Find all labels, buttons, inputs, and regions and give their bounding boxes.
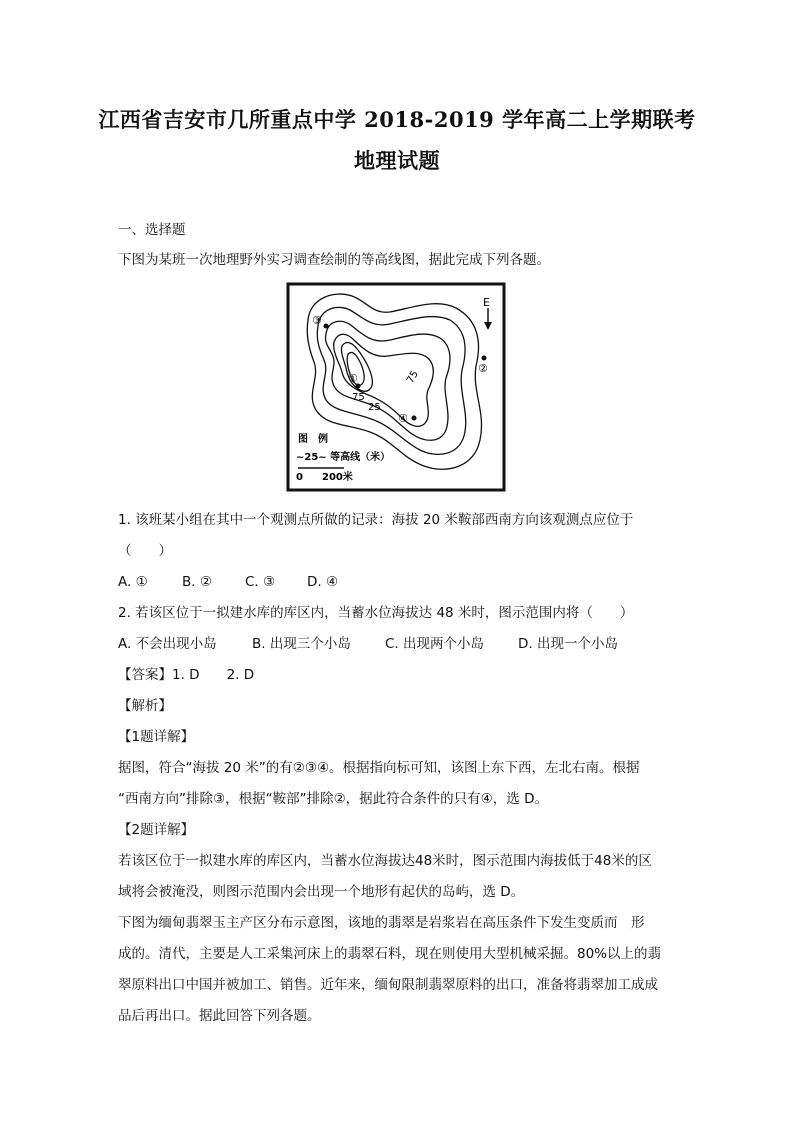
q1-option-a: A. ① xyxy=(118,574,148,590)
next-intro-line: 品后再出口。据此回答下列各题。 xyxy=(118,1008,321,1024)
question-2-stem: 2. 若该区位于一拟建水库的库区内，当蓄水位海拔达 48 米时，图示范围内将（ ） xyxy=(118,605,634,621)
next-intro-line: 翠原料出口中国并被加工、销售。近年来，缅甸限制翡翠原料的出口，准备将翡翠加工成成 xyxy=(118,977,658,993)
question-1-stem: 1. 该班某小组在其中一个观测点所做的记录：海拔 20 米鞍部西南方向该观测点应位于 xyxy=(118,512,634,528)
contour-label: 75 xyxy=(405,368,421,386)
next-intro-line: 下图为缅甸翡翠玉主产区分布示意图，该地的翡翠是岩浆岩在高压条件下发生变质而 形 xyxy=(118,915,645,931)
point-marker xyxy=(324,324,329,329)
point-marker xyxy=(482,356,487,361)
q2-option-d: D. 出现一个小岛 xyxy=(518,636,618,652)
q1-detail-heading: 【1题详解】 xyxy=(118,729,195,745)
point-label-4: ④ xyxy=(398,412,408,425)
contour-label: 75 xyxy=(352,392,365,403)
answer-line: 【答案】1. D 2. D xyxy=(118,667,255,683)
legend-title: 图 例 xyxy=(298,434,328,445)
q1-option-c: C. ③ xyxy=(245,574,276,590)
q2-detail-line: 若该区位于一拟建水库的库区内，当蓄水位海拔达48米时，图示范围内海拔低于48米的区 xyxy=(118,853,652,869)
point-label-1: ① xyxy=(348,372,358,385)
scale-length: 200米 xyxy=(322,472,353,483)
q1-option-d: D. ④ xyxy=(307,574,339,590)
question-intro: 下图为某班一次地理野外实习调查绘制的等高线图，据此完成下列各题。 xyxy=(118,252,550,268)
document-subtitle: 地理试题 xyxy=(354,148,440,173)
legend-contour: ~25~ 等高线（米） xyxy=(296,452,391,463)
q1-option-b: B. ② xyxy=(182,574,212,590)
q2-option-a: A. 不会出现小岛 xyxy=(118,636,217,652)
scale-zero: 0 xyxy=(296,472,303,483)
point-marker xyxy=(412,416,417,421)
north-arrow-label: E xyxy=(483,296,490,309)
q2-detail-heading: 【2题详解】 xyxy=(118,822,195,838)
contour-map xyxy=(286,282,506,492)
point-label-3: ③ xyxy=(312,314,322,327)
contour-label: 25 xyxy=(368,402,381,413)
document-title: 江西省吉安市几所重点中学 2018-2019 学年高二上学期联考 xyxy=(98,107,696,132)
q2-option-c: C. 出现两个小岛 xyxy=(385,636,485,652)
q2-option-b: B. 出现三个小岛 xyxy=(252,636,351,652)
q1-detail-line: 据图，符合“海拔 20 米”的有②③④。根据指向标可知，该图上东下西，左北右南。根据 xyxy=(118,760,640,776)
q1-detail-line: “西南方向”排除③，根据“鞍部”排除②，据此符合条件的只有④，选 D。 xyxy=(118,791,548,807)
section-heading: 一、选择题 xyxy=(118,222,186,238)
q2-detail-line: 域将会被淹没，则图示范围内会出现一个地形有起伏的岛屿，选 D。 xyxy=(118,884,525,900)
question-1-blank: （ ） xyxy=(118,543,172,559)
point-label-2: ② xyxy=(478,362,488,375)
next-intro-line: 成的。清代，主要是人工采集河床上的翡翠石料，现在则使用大型机械采掘。80%以上的翡 xyxy=(118,946,662,962)
analysis-heading: 【解析】 xyxy=(118,698,172,714)
